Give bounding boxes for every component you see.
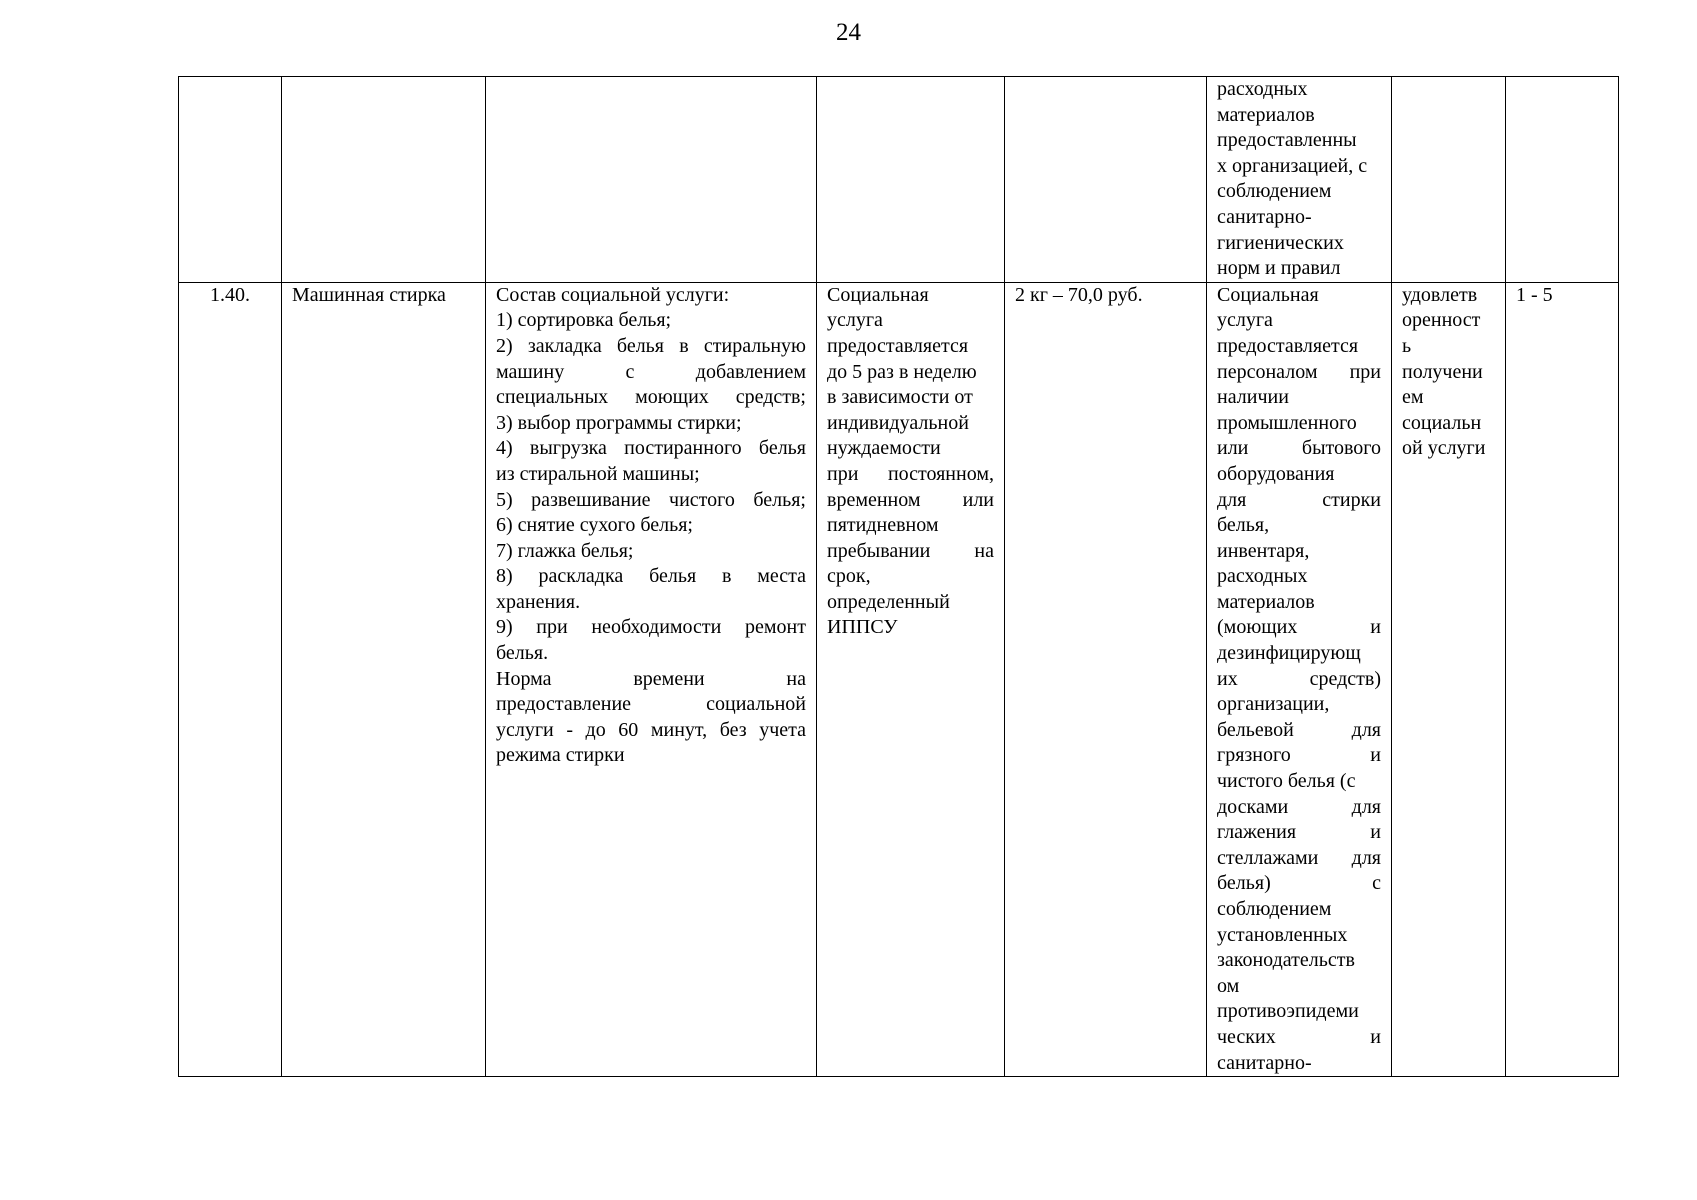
cell-description <box>486 77 817 283</box>
page-number: 24 <box>836 19 861 46</box>
text-line: 5) развешивание чистого белья; <box>496 488 806 511</box>
text-line: 1) сортировка белья; <box>496 309 672 332</box>
text-line: расходных <box>1217 78 1308 100</box>
text-line: промышленного <box>1217 411 1357 434</box>
text-line: индивидуальной <box>827 411 969 434</box>
text-line: 6) снятие сухого белья; <box>496 514 693 537</box>
table-row-continued <box>179 77 1619 283</box>
text-line: законодательств <box>1217 949 1355 972</box>
text-line: установленных <box>1217 923 1348 946</box>
text-line: услуги - до 60 минут, без учета <box>496 718 806 741</box>
text-line: 2) закладка белья в стиральную <box>496 334 806 357</box>
cell-rating <box>1506 77 1619 283</box>
text-line: (моющих и <box>1217 616 1381 639</box>
text-line: персоналом при <box>1217 360 1381 383</box>
text-line: социальн <box>1402 411 1482 434</box>
cell-price <box>1005 77 1207 283</box>
text-line: услуга <box>1217 309 1273 332</box>
service-description <box>486 282 817 1076</box>
text-line: х организацией, с <box>1217 154 1368 177</box>
text-line: бельевой для <box>1217 718 1381 741</box>
text-line: Социальная <box>827 283 929 306</box>
text-line: предоставленны <box>1217 129 1357 152</box>
text-line: глажения и <box>1217 821 1381 844</box>
cell-name <box>282 77 486 283</box>
text-line: гигиенических <box>1217 231 1344 254</box>
text-line: их средств) <box>1217 667 1381 690</box>
cell-conditions <box>1207 77 1392 283</box>
text-line: санитарно- <box>1217 1051 1312 1074</box>
text-line: материалов <box>1217 590 1315 613</box>
text-line: ом <box>1217 974 1240 997</box>
text-line: 4) выгрузка постиранного белья <box>496 437 806 460</box>
text-line: Социальная <box>1217 283 1319 306</box>
text-line: услуга <box>827 309 883 332</box>
text-line: предоставление социальной <box>496 693 806 716</box>
text-line: оборудования <box>1217 462 1335 485</box>
text-line: соблюдением <box>1217 180 1332 203</box>
cell-evaluation <box>1392 77 1506 283</box>
text-line: нуждаемости <box>827 437 941 460</box>
text-line: противоэпидеми <box>1217 1000 1359 1023</box>
cell-frequency <box>817 77 1005 283</box>
text-line: ь <box>1402 334 1412 357</box>
text-line: в зависимости от <box>827 386 973 409</box>
service-number: 1.40. <box>179 282 282 1076</box>
services-table <box>178 76 1619 1077</box>
text-line: досками для <box>1217 795 1381 818</box>
text-line: 7) глажка белья; <box>496 539 634 562</box>
service-price: 2 кг – 70,0 руб. <box>1005 282 1207 1076</box>
text-line: хранения. <box>496 590 581 613</box>
text-line: санитарно- <box>1217 205 1312 228</box>
text-line: режима стирки <box>496 744 625 767</box>
text-line: получени <box>1402 360 1483 383</box>
text-line: 3) выбор программы стирки; <box>496 411 742 434</box>
service-frequency <box>817 282 1005 1076</box>
text-line: машину с добавлением <box>496 360 806 383</box>
text-line: стеллажами для <box>1217 846 1381 869</box>
text-line: при постоянном, <box>827 462 994 485</box>
text-line: грязного и <box>1217 744 1381 767</box>
text-line: белья. <box>496 642 549 665</box>
text-line: пребывании на <box>827 539 994 562</box>
text-line: дезинфицирующ <box>1217 642 1361 665</box>
text-line: временном или <box>827 488 994 511</box>
text-line: ИППСУ <box>827 616 898 639</box>
text-line: для стирки <box>1217 488 1381 511</box>
text-line: ой услуги <box>1402 437 1486 460</box>
text-line: пятидневном <box>827 514 939 537</box>
service-rating: 1 - 5 <box>1506 282 1619 1076</box>
text-line: наличии <box>1217 386 1289 409</box>
text-line: предоставляется <box>827 334 969 357</box>
text-line: специальных моющих средств; <box>496 386 806 409</box>
text-line: из стиральной машины; <box>496 462 700 485</box>
text-line: белья) с <box>1217 872 1381 895</box>
text-line: Состав социальной услуги: <box>496 283 730 306</box>
text-line: оренност <box>1402 309 1481 332</box>
text-line: 9) при необходимости ремонт <box>496 616 806 639</box>
text-line: норм и правил <box>1217 257 1341 280</box>
cell-number <box>179 77 282 283</box>
text-line: ем <box>1402 386 1424 409</box>
text-line: или бытового <box>1217 437 1381 460</box>
text-line: срок, <box>827 565 871 588</box>
service-evaluation <box>1392 282 1506 1076</box>
text-line: чистого белья (с <box>1217 770 1356 793</box>
service-name: Машинная стирка <box>282 282 486 1076</box>
service-conditions <box>1207 282 1392 1076</box>
text-line: 8) раскладка белья в места <box>496 565 806 588</box>
text-line: Норма времени на <box>496 667 806 690</box>
text-line: определенный <box>827 590 950 613</box>
text-line: до 5 раз в неделю <box>827 360 977 383</box>
text-line: ческих и <box>1217 1025 1381 1048</box>
text-line: материалов <box>1217 103 1315 126</box>
text-line: расходных <box>1217 565 1308 588</box>
text-line: соблюдением <box>1217 898 1332 920</box>
text-line: предоставляется <box>1217 334 1359 357</box>
text-line: организации, <box>1217 693 1330 716</box>
text-line: инвентаря, <box>1217 539 1310 562</box>
table-row-1-40 <box>179 282 1619 1076</box>
text-line: удовлетв <box>1402 283 1478 306</box>
text-line: белья, <box>1217 514 1270 537</box>
